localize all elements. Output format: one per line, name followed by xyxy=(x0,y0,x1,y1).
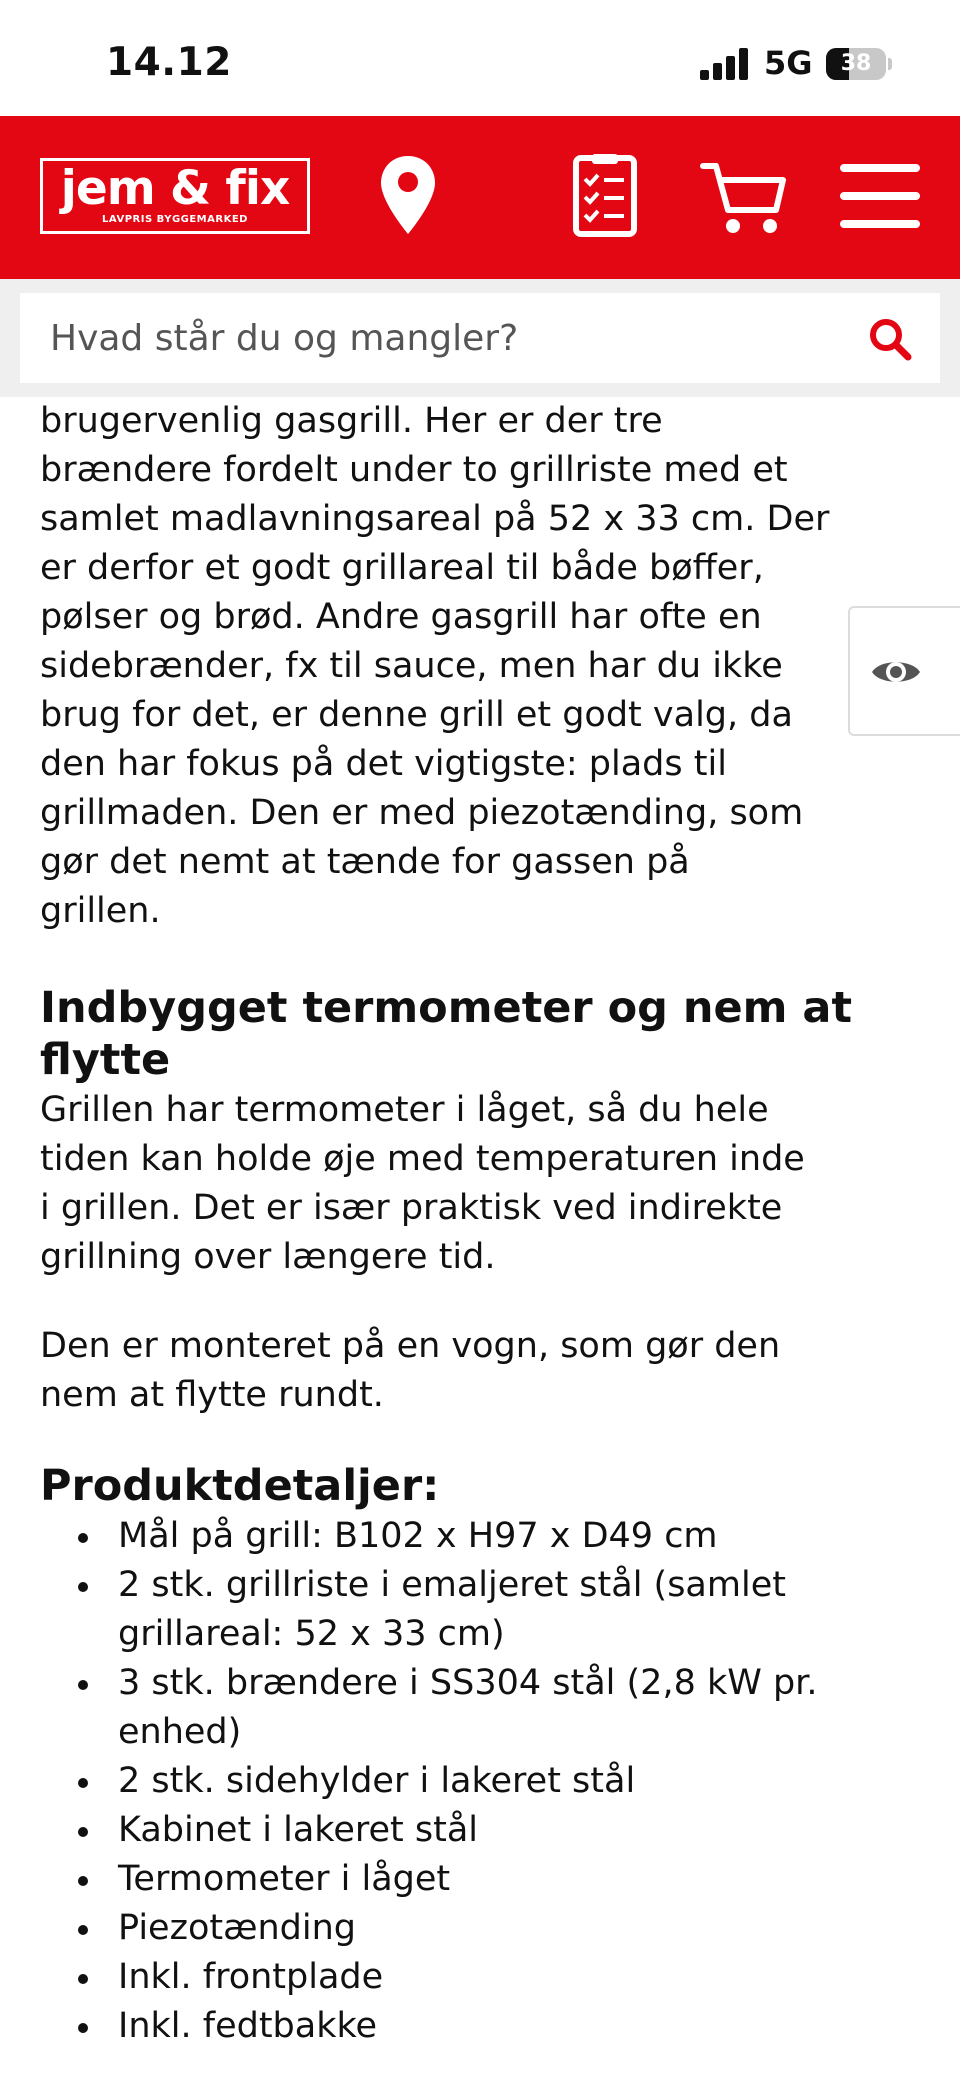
list-item: Inkl. frontplade xyxy=(78,1953,930,2002)
search-bar xyxy=(0,279,960,397)
search-input[interactable] xyxy=(50,293,850,383)
intro-paragraph: brugervenlig gasgrill. Her er der tre brændere fordelt under to grillriste med et samlet madlavningsareal på 52 x 33 cm. Der er derfor et godt grillareal til både bøffer, pølser og brød. Andre gasgrill har ofte en sidebrænder, fx til sauce, men har du ikke brug for det, er denne grill et godt valg, da den har fokus på det vigtigste: plads til grillmaden. Den er med piezotænding, som gør det nemt at tænde for gassen på grillen. xyxy=(40,401,830,931)
checklist-icon[interactable] xyxy=(572,154,638,238)
details-heading: Produktdetaljer: xyxy=(40,1461,440,1511)
section-paragraph: Den er monteret på en vogn, som gør den nem at flytte rundt. xyxy=(40,1326,781,1415)
list-item: Termometer i låget xyxy=(78,1855,930,1904)
site-header xyxy=(0,116,960,279)
menu-icon[interactable] xyxy=(840,164,920,228)
search-box xyxy=(20,293,940,383)
section-heading: Indbygget termometer og nem at flytte xyxy=(40,983,853,1085)
status-time: 14.12 xyxy=(106,40,232,85)
cart-icon[interactable] xyxy=(700,158,786,236)
section-paragraph: Grillen har termometer i låget, så du hele tiden kan holde øje med temperaturen inde i grillen. Det er især praktisk ved indirekte grillning over længere tid. xyxy=(40,1090,805,1277)
logo-wordmark: jem & fix xyxy=(60,161,290,216)
battery-level: 38 xyxy=(840,51,872,76)
list-item: Inkl. fedtbakke xyxy=(78,2002,930,2051)
list-item: Piezotænding xyxy=(78,1904,930,1953)
logo-tagline: LAVPRIS BYGGEMARKED xyxy=(102,214,248,225)
signal-icon xyxy=(700,48,752,80)
search-icon[interactable] xyxy=(868,317,912,361)
network-label: 5G xyxy=(764,44,813,82)
eye-icon xyxy=(870,653,922,691)
battery-icon xyxy=(826,48,892,80)
product-description xyxy=(40,397,930,2051)
list-item: Kabinet i lakeret stål xyxy=(78,1806,930,1855)
brand-logo[interactable] xyxy=(40,158,310,234)
list-item: 3 stk. brændere i SS304 stål (2,8 kW pr. enhed) xyxy=(78,1659,930,1757)
list-item: 2 stk. sidehylder i lakeret stål xyxy=(78,1757,930,1806)
list-item: 2 stk. grillriste i emaljeret stål (samlet grillareal: 52 x 33 cm) xyxy=(78,1561,930,1659)
list-item: Mål på grill: B102 x H97 x D49 cm xyxy=(78,1512,930,1561)
preview-toggle-button[interactable] xyxy=(848,606,960,736)
details-list xyxy=(40,1512,930,2051)
location-pin-icon[interactable] xyxy=(378,154,438,236)
status-bar xyxy=(0,0,960,116)
